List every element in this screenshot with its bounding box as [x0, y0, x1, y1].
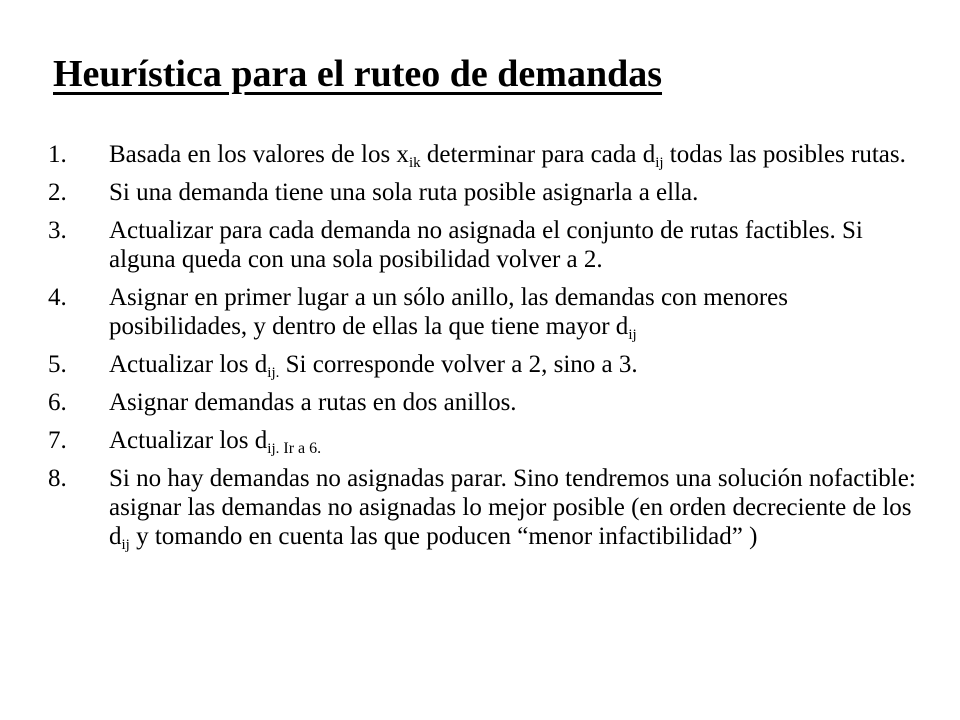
step-number: 3. [48, 217, 67, 244]
step-1 [48, 140, 918, 169]
step-number: 5. [48, 351, 67, 378]
step-text: Si no hay demandas no asignadas parar. Sino tendremos una solución nofactible: asignar las demandas no asignadas lo mejor posible (en orden decreciente de los $d_{ij}$ y tomando en cuenta las que poducen “menor infactibilidad” ) [109, 465, 916, 553]
step-4 [48, 283, 918, 341]
step-text: Asignar demandas a rutas en dos anillos. [109, 389, 517, 416]
step-number: 8. [48, 465, 67, 492]
step-text: Basada en los valores de los $x_{ik}$ determinar para cada $d_{ij}$ todas las posibles rutas. [109, 141, 906, 171]
step-text: Actualizar para cada demanda no asignada el conjunto de rutas factibles. Si alguna queda con una sola posibilidad volver a 2. [109, 217, 863, 273]
step-text: Actualizar los $d_{ij.}$ Si corresponde volver a 2, sino a 3. [109, 351, 638, 381]
step-6 [48, 388, 918, 417]
step-number: 1. [48, 141, 67, 168]
step-text: Asignar en primer lugar a un sólo anillo, las demandas con menores posibilidades, y dentro de ellas la que tiene mayor $d_{ij}$ [109, 284, 788, 343]
step-2 [48, 178, 918, 207]
step-number: 4. [48, 284, 67, 311]
slide-title: Heurística para el ruteo de demandas [53, 53, 663, 95]
step-number: 6. [48, 389, 67, 416]
steps-list [48, 140, 918, 560]
step-number: 7. [48, 427, 67, 454]
step-8 [48, 464, 918, 551]
step-5 [48, 350, 918, 379]
step-number: 2. [48, 179, 67, 206]
step-7 [48, 426, 918, 455]
step-text: Si una demanda tiene una sola ruta posible asignarla a ella. [109, 179, 699, 206]
step-text: Actualizar los $d_{ij.}$ $_{Ir a 6.}$ [109, 427, 322, 457]
step-3 [48, 216, 918, 274]
